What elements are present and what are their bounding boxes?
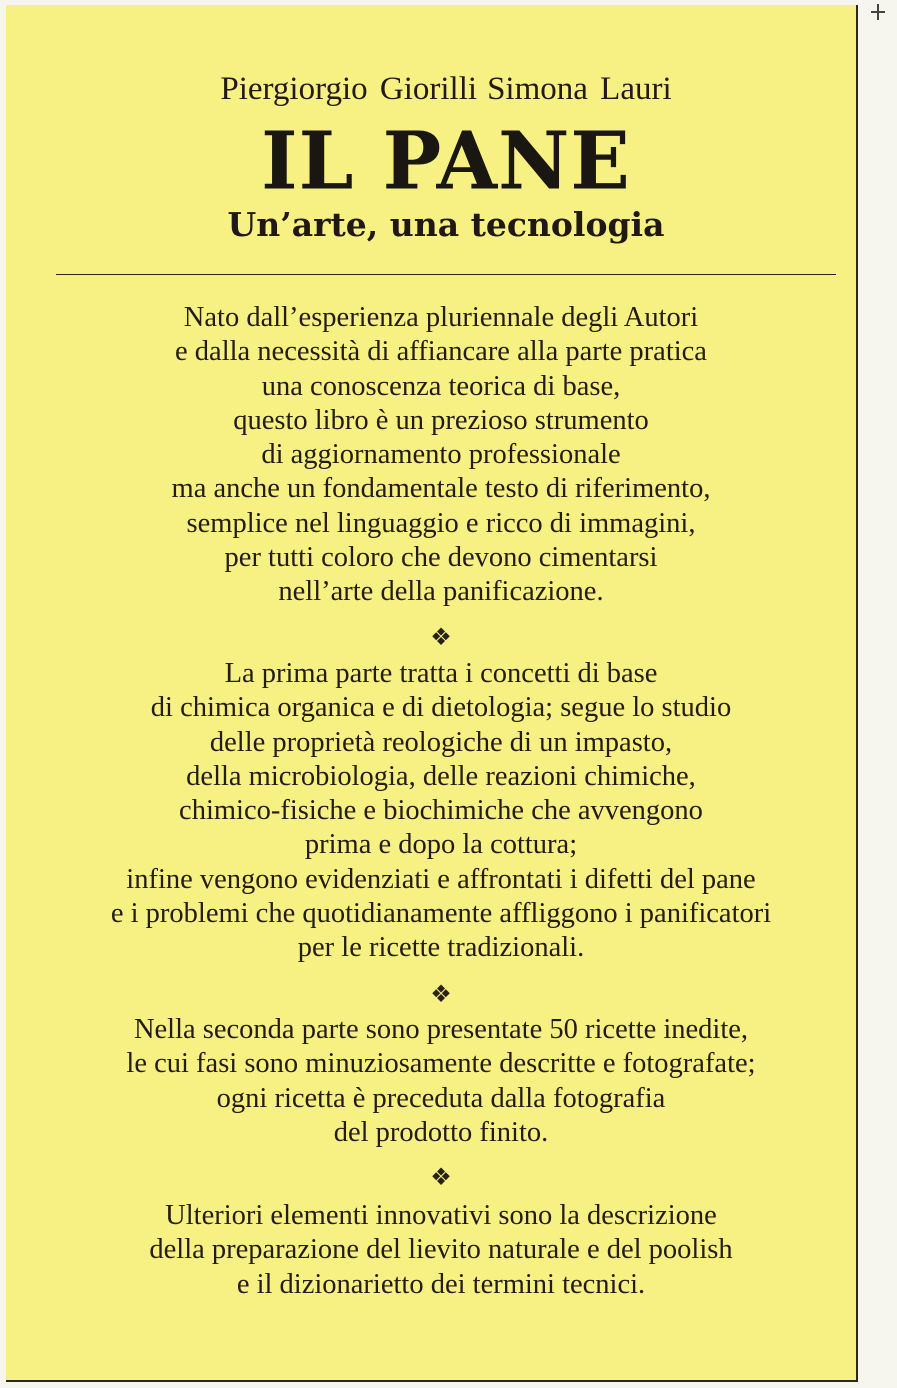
author-name: Piergiorgio Giorilli — [220, 71, 478, 107]
author-name: Simona Lauri — [487, 71, 672, 107]
text-line: per le ricette tradizionali. — [297, 932, 585, 964]
paragraph-part-two — [6, 1013, 876, 1150]
ornament-icon: ❖ — [430, 980, 452, 1008]
text-line: Nato dall’esperienza pluriennale degli Autori — [183, 302, 699, 333]
text-line: della microbiologia, delle reazioni chimiche, — [186, 760, 696, 792]
text-line: di chimica organica e di dietologia; segue lo studio — [150, 692, 732, 724]
text-line: chimico-fisiche e biochimiche che avvengono — [179, 795, 703, 827]
text-line: nell’arte della panificazione. — [278, 576, 604, 608]
paragraph-intro — [6, 301, 876, 610]
divider-rule — [56, 274, 836, 275]
text-line: ogni ricetta è preceduta dalla fotografia — [216, 1082, 666, 1114]
paragraph-part-one — [6, 657, 876, 966]
text-line: di aggiornamento professionale — [261, 439, 621, 471]
book-subtitle: Un’arte, una tecnologia — [227, 205, 665, 244]
text-line: della preparazione del lievito naturale e del poolish — [149, 1234, 733, 1266]
text-line: La prima parte tratta i concetti di base — [224, 658, 658, 689]
authors-line — [6, 71, 886, 108]
text-line: questo libro è un prezioso strumento — [233, 404, 649, 436]
text-line: Ulteriori elementi innovativi sono la descrizione — [165, 1200, 717, 1231]
text-line: ma anche un fondamentale testo di riferimento, — [171, 473, 711, 505]
text-line: infine vengono evidenziati e affrontati i difetti del pane — [126, 863, 756, 895]
text-line: e il dizionarietto dei termini tecnici. — [236, 1268, 646, 1300]
text-line: semplice nel linguaggio e ricco di immagini, — [186, 507, 696, 539]
ornament-icon: ❖ — [430, 1163, 452, 1191]
crop-mark-icon — [871, 4, 885, 20]
text-line: e dalla necessità di affiancare alla parte pratica — [175, 336, 707, 368]
paragraph-innovations — [6, 1199, 876, 1302]
book-title: IL PANE — [261, 115, 631, 208]
text-line: Nella seconda parte sono presentate 50 ricette inedite, — [133, 1014, 749, 1045]
text-line: una conoscenza teorica di base, — [261, 370, 621, 402]
text-line: le cui fasi sono minuziosamente descritte e fotografate; — [126, 1048, 756, 1080]
text-line: e i problemi che quotidianamente affliggono i panificatori — [110, 898, 772, 930]
text-line: delle proprietà reologiche di un impasto, — [209, 726, 673, 758]
ornament-icon: ❖ — [430, 623, 452, 651]
text-line: prima e dopo la cottura; — [304, 829, 578, 861]
text-line: per tutti coloro che devono cimentarsi — [224, 542, 658, 574]
text-line: del prodotto finito. — [333, 1116, 549, 1148]
book-back-cover — [6, 5, 858, 1382]
